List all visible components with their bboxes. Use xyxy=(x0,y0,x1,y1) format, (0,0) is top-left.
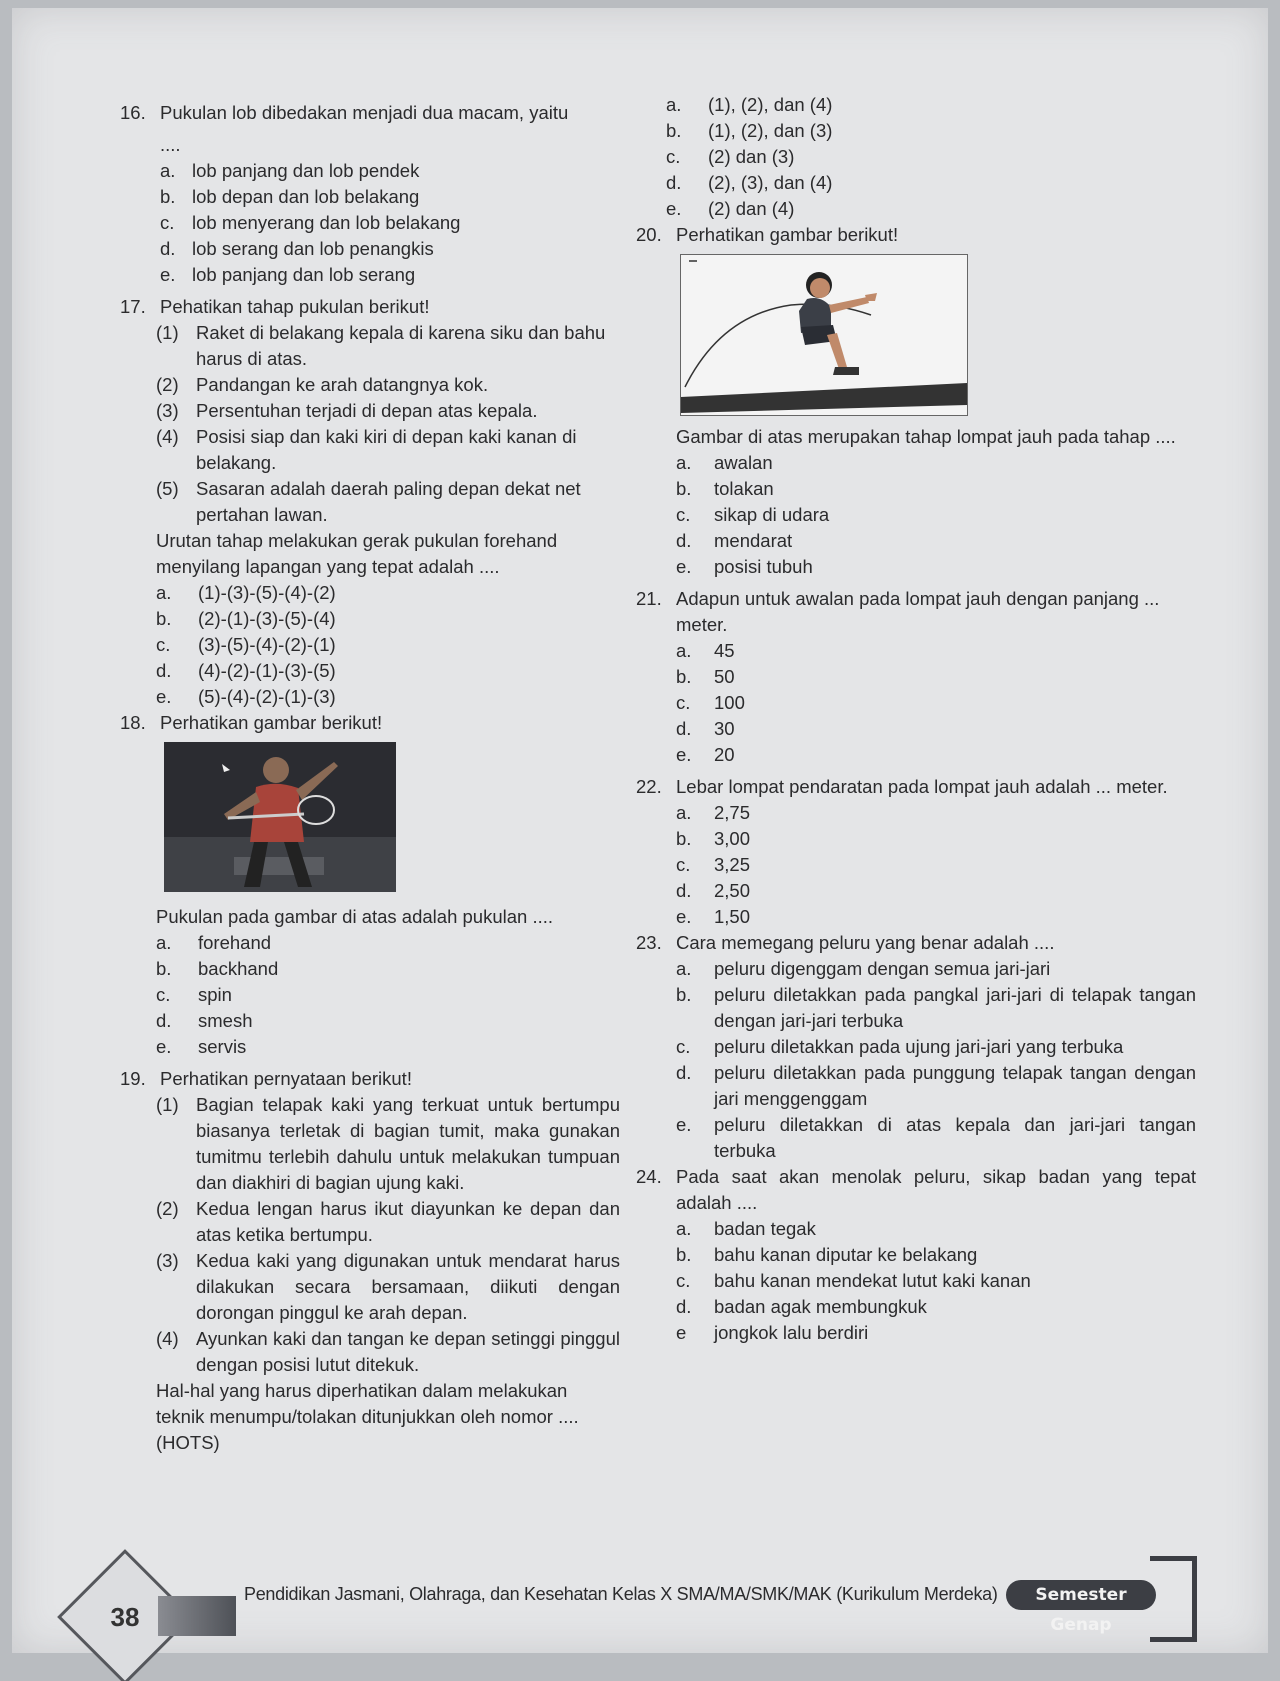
page-number: 38 xyxy=(110,1602,140,1632)
badminton-player-illustration xyxy=(164,742,396,892)
option-a[interactable] xyxy=(636,800,1196,826)
statement-number: (3) xyxy=(156,400,179,421)
statement-text: Bagian telapak kaki yang terkuat untuk bertumpu biasanya terletak di bagian tumit, maka gunakan tumitmu terlebih dahulu untuk melakukan tumpuan dan diakhiri di bagian ujung kaki. xyxy=(196,1094,620,1193)
option-e[interactable] xyxy=(120,1034,620,1060)
option-c[interactable] xyxy=(120,632,620,658)
option-c[interactable] xyxy=(120,210,620,236)
option-letter: d. xyxy=(676,530,692,551)
option-text: badan tegak xyxy=(714,1218,816,1239)
option-b[interactable] xyxy=(120,956,620,982)
options-20 xyxy=(636,450,1196,580)
option-d[interactable] xyxy=(636,716,1196,742)
option-letter: a. xyxy=(676,958,692,979)
option-letter: c. xyxy=(676,504,691,525)
statement-item xyxy=(120,476,620,528)
option-letter: b. xyxy=(666,120,682,141)
option-text: posisi tubuh xyxy=(714,556,813,577)
option-letter: b. xyxy=(676,478,692,499)
option-text: awalan xyxy=(714,452,773,473)
option-text: badan agak membungkuk xyxy=(714,1296,927,1317)
statement-text: Raket di belakang kepala di karena siku dan bahu harus di atas. xyxy=(196,322,606,369)
badminton-photo xyxy=(164,742,396,892)
option-text: (2)-(1)-(3)-(5)-(4) xyxy=(198,608,336,629)
question-number: 20. xyxy=(636,224,662,245)
option-b[interactable] xyxy=(636,476,1196,502)
option-text: 30 xyxy=(714,718,735,739)
option-text: 3,25 xyxy=(714,854,751,875)
statement-text: Kedua kaki yang digunakan untuk mendarat harus dilakukan secara bersamaan, diikuti dengan dorongan pinggul ke arah depan. xyxy=(196,1250,620,1323)
option-d[interactable] xyxy=(636,1060,1196,1112)
option-c[interactable] xyxy=(120,982,620,1008)
option-letter: d. xyxy=(676,880,692,901)
option-d[interactable] xyxy=(120,1008,620,1034)
option-c[interactable] xyxy=(636,502,1196,528)
question-23 xyxy=(636,930,1196,956)
statement-text: Kedua lengan harus ikut diayunkan ke depan dan atas ketika bertumpu. xyxy=(196,1198,620,1245)
option-letter: c. xyxy=(676,854,691,875)
option-text: bahu kanan mendekat lutut kaki kanan xyxy=(714,1270,1031,1291)
statement-number: (1) xyxy=(156,1094,179,1115)
question-20 xyxy=(636,222,1196,248)
option-e[interactable] xyxy=(120,262,620,288)
options-17 xyxy=(120,580,620,710)
option-text: forehand xyxy=(198,932,272,953)
options-19 xyxy=(636,92,1196,222)
option-text: peluru diletakkan pada ujung jari-jari yang terbuka xyxy=(714,1036,1124,1057)
option-text: tolakan xyxy=(714,478,774,499)
option-letter: b. xyxy=(156,958,172,979)
option-letter: d. xyxy=(160,238,176,259)
option-e[interactable] xyxy=(636,742,1196,768)
options-18 xyxy=(120,930,620,1060)
semester-badge: Semester Genap xyxy=(1006,1580,1156,1610)
option-text: bahu kanan diputar ke belakang xyxy=(714,1244,978,1265)
option-d[interactable] xyxy=(636,170,1196,196)
statement-text: Ayunkan kaki dan tangan ke depan setinggi pinggul dengan posisi lutut ditekuk. xyxy=(196,1328,620,1375)
option-text: (3)-(5)-(4)-(2)-(1) xyxy=(198,634,336,655)
option-letter: a. xyxy=(160,160,176,181)
option-text: (2) dan (4) xyxy=(708,198,795,219)
option-letter: d. xyxy=(676,718,692,739)
option-letter: d. xyxy=(666,172,682,193)
option-letter: b. xyxy=(676,984,692,1005)
options-23 xyxy=(636,956,1196,1164)
option-letter: e. xyxy=(160,264,176,285)
statement-number: (3) xyxy=(156,1250,179,1271)
question-text: Pukulan lob dibedakan menjadi dua macam, yaitu xyxy=(160,102,569,123)
option-text: 3,00 xyxy=(714,828,751,849)
option-letter: d. xyxy=(676,1296,692,1317)
option-b[interactable] xyxy=(120,606,620,632)
question-number: 22. xyxy=(636,776,662,797)
option-c[interactable] xyxy=(636,690,1196,716)
option-d[interactable] xyxy=(120,658,620,684)
footer-decor-bar xyxy=(158,1596,236,1636)
option-c[interactable] xyxy=(636,852,1196,878)
option-e[interactable] xyxy=(120,684,620,710)
statement-number: (2) xyxy=(156,374,179,395)
option-letter: c. xyxy=(676,1036,691,1057)
statement-item xyxy=(120,320,620,372)
option-text: smesh xyxy=(198,1010,253,1031)
option-text: mendarat xyxy=(714,530,793,551)
option-b[interactable] xyxy=(636,118,1196,144)
option-text: lob serang dan lob penangkis xyxy=(192,238,434,259)
option-letter: d. xyxy=(156,660,172,681)
option-a[interactable] xyxy=(636,92,1196,118)
option-text: 2,50 xyxy=(714,880,751,901)
option-letter: b. xyxy=(156,608,172,629)
option-text: peluru digenggam dengan semua jari-jari xyxy=(714,958,1051,979)
option-text: lob panjang dan lob pendek xyxy=(192,160,420,181)
option-text: jongkok lalu berdiri xyxy=(714,1322,869,1343)
question-stem: Pukulan pada gambar di atas adalah pukulan .... xyxy=(156,906,554,927)
option-letter: e. xyxy=(676,556,692,577)
statement-number: (4) xyxy=(156,426,179,447)
option-letter: e. xyxy=(676,744,692,765)
question-18 xyxy=(120,710,620,736)
option-e[interactable] xyxy=(636,554,1196,580)
option-text: lob depan dan lob belakang xyxy=(192,186,420,207)
question-number: 18. xyxy=(120,712,146,733)
footer-decor-bracket xyxy=(1150,1556,1197,1642)
option-letter: b. xyxy=(160,186,176,207)
left-column xyxy=(120,100,620,1456)
statement-item xyxy=(120,1326,620,1378)
options-21 xyxy=(636,638,1196,768)
option-text: 50 xyxy=(714,666,735,687)
option-b[interactable] xyxy=(636,826,1196,852)
option-text: (4)-(2)-(1)-(3)-(5) xyxy=(198,660,336,681)
option-a[interactable] xyxy=(120,158,620,184)
option-text: 1,50 xyxy=(714,906,751,927)
question-text: Adapun untuk awalan pada lompat jauh dengan panjang ... meter. xyxy=(676,588,1160,635)
statement-number: (4) xyxy=(156,1328,179,1349)
option-text: peluru diletakkan pada pangkal jari-jari di telapak tangan dengan jari-jari terbuka xyxy=(714,984,1196,1031)
option-text: 2,75 xyxy=(714,802,751,823)
statement-text: Pandangan ke arah datangnya kok. xyxy=(196,374,489,395)
option-a[interactable] xyxy=(636,450,1196,476)
right-column xyxy=(636,92,1196,1346)
option-d[interactable] xyxy=(636,528,1196,554)
question-number: 17. xyxy=(120,296,146,317)
option-letter: a. xyxy=(156,932,172,953)
statements-17 xyxy=(120,320,620,528)
option-letter: e. xyxy=(676,1114,692,1135)
option-e[interactable] xyxy=(636,904,1196,930)
option-letter: b. xyxy=(676,666,692,687)
option-a[interactable] xyxy=(636,956,1196,982)
question-text: Perhatikan gambar berikut! xyxy=(160,712,383,733)
option-letter: d. xyxy=(156,1010,172,1031)
statement-item xyxy=(120,1248,620,1326)
statement-item xyxy=(120,424,620,476)
question-stem: Urutan tahap melakukan gerak pukulan forehand menyilang lapangan yang tepat adalah .... xyxy=(156,530,558,577)
option-text: peluru diletakkan pada punggung telapak tangan dengan jari menggenggam xyxy=(714,1062,1196,1109)
question-22 xyxy=(636,774,1196,800)
option-c[interactable] xyxy=(636,1268,1196,1294)
statement-number: (1) xyxy=(156,322,179,343)
option-letter: e. xyxy=(666,198,682,219)
long-jumper-drawing xyxy=(681,255,967,415)
question-number: 19. xyxy=(120,1068,146,1089)
option-letter: e xyxy=(676,1322,687,1343)
option-letter: c. xyxy=(156,984,171,1005)
statement-item xyxy=(120,372,620,398)
question-24 xyxy=(636,1164,1196,1216)
option-letter: a. xyxy=(676,452,692,473)
question-19 xyxy=(120,1066,620,1092)
option-letter: d. xyxy=(676,1062,692,1083)
option-b[interactable] xyxy=(636,664,1196,690)
option-letter: a. xyxy=(676,1218,692,1239)
options-24 xyxy=(636,1216,1196,1346)
option-text: (1)-(3)-(5)-(4)-(2) xyxy=(198,582,336,603)
question-17 xyxy=(120,294,620,320)
question-text: Pehatikan tahap pukulan berikut! xyxy=(160,296,430,317)
option-text: 45 xyxy=(714,640,735,661)
option-b[interactable] xyxy=(636,982,1196,1034)
option-letter: e. xyxy=(676,906,692,927)
options-16 xyxy=(120,158,620,288)
statement-text: Sasaran adalah daerah paling depan dekat net pertahan lawan. xyxy=(196,478,581,525)
option-a[interactable] xyxy=(120,930,620,956)
option-letter: e. xyxy=(156,1036,172,1057)
long-jump-illustration xyxy=(680,254,968,416)
option-b[interactable] xyxy=(636,1242,1196,1268)
option-e[interactable] xyxy=(636,196,1196,222)
option-b[interactable] xyxy=(120,184,620,210)
question-number: 24. xyxy=(636,1166,662,1187)
option-a[interactable] xyxy=(636,1216,1196,1242)
option-letter: a. xyxy=(676,640,692,661)
question-number: 23. xyxy=(636,932,662,953)
statement-text: Persentuhan terjadi di depan atas kepala. xyxy=(196,400,538,421)
option-text: lob panjang dan lob serang xyxy=(192,264,416,285)
question-16 xyxy=(120,100,620,126)
option-letter: b. xyxy=(676,828,692,849)
option-e[interactable] xyxy=(636,1320,1196,1346)
option-c[interactable] xyxy=(636,1034,1196,1060)
option-text: backhand xyxy=(198,958,279,979)
option-text: servis xyxy=(198,1036,247,1057)
option-a[interactable] xyxy=(120,580,620,606)
option-text: spin xyxy=(198,984,232,1005)
option-text: 20 xyxy=(714,744,735,765)
option-d[interactable] xyxy=(636,878,1196,904)
option-text: 100 xyxy=(714,692,745,713)
statement-item xyxy=(120,1196,620,1248)
footer-book-title: Pendidikan Jasmani, Olahraga, dan Kesehatan Kelas X SMA/MA/SMK/MAK (Kurikulum Merdeka) xyxy=(244,1584,998,1604)
question-text: Lebar lompat pendaratan pada lompat jauh adalah ... meter. xyxy=(676,776,1168,797)
question-continuation: .... xyxy=(160,134,181,155)
option-text: lob menyerang dan lob belakang xyxy=(192,212,461,233)
statements-19 xyxy=(120,1092,620,1378)
option-letter: a. xyxy=(666,94,682,115)
option-text: (2) dan (3) xyxy=(708,146,795,167)
option-text: (1), (2), dan (3) xyxy=(708,120,833,141)
question-text: Perhatikan pernyataan berikut! xyxy=(160,1068,412,1089)
option-letter: c. xyxy=(160,212,175,233)
question-number: 16. xyxy=(120,102,146,123)
option-letter: b. xyxy=(676,1244,692,1265)
options-22 xyxy=(636,800,1196,930)
question-stem: Gambar di atas merupakan tahap lompat jauh pada tahap .... xyxy=(676,426,1176,447)
option-text: (2), (3), dan (4) xyxy=(708,172,833,193)
option-c[interactable] xyxy=(636,144,1196,170)
option-letter: a. xyxy=(676,802,692,823)
statement-item xyxy=(120,1092,620,1196)
option-letter: c. xyxy=(676,692,691,713)
option-text: (5)-(4)-(2)-(1)-(3) xyxy=(198,686,336,707)
statement-number: (5) xyxy=(156,478,179,499)
question-stem: Hal-hal yang harus diperhatikan dalam melakukan teknik menumpu/tolakan ditunjukkan oleh nomor .... (HOTS) xyxy=(156,1380,579,1453)
option-letter: a. xyxy=(156,582,172,603)
option-a[interactable] xyxy=(636,638,1196,664)
option-d[interactable] xyxy=(120,236,620,262)
question-number: 21. xyxy=(636,588,662,609)
statement-item xyxy=(120,398,620,424)
question-text: Pada saat akan menolak peluru, sikap badan yang tepat adalah .... xyxy=(676,1166,1196,1213)
option-text: (1), (2), dan (4) xyxy=(708,94,833,115)
option-letter: c. xyxy=(156,634,171,655)
option-letter: e. xyxy=(156,686,172,707)
option-letter: c. xyxy=(666,146,681,167)
question-text: Cara memegang peluru yang benar adalah .... xyxy=(676,932,1055,953)
option-d[interactable] xyxy=(636,1294,1196,1320)
statement-number: (2) xyxy=(156,1198,179,1219)
option-letter: c. xyxy=(676,1270,691,1291)
option-text: sikap di udara xyxy=(714,504,830,525)
statement-text: Posisi siap dan kaki kiri di depan kaki kanan di belakang. xyxy=(196,426,577,473)
question-text: Perhatikan gambar berikut! xyxy=(676,224,899,245)
question-21 xyxy=(636,586,1196,638)
option-e[interactable] xyxy=(636,1112,1196,1164)
option-text: peluru diletakkan di atas kepala dan jari-jari tangan terbuka xyxy=(714,1114,1196,1161)
